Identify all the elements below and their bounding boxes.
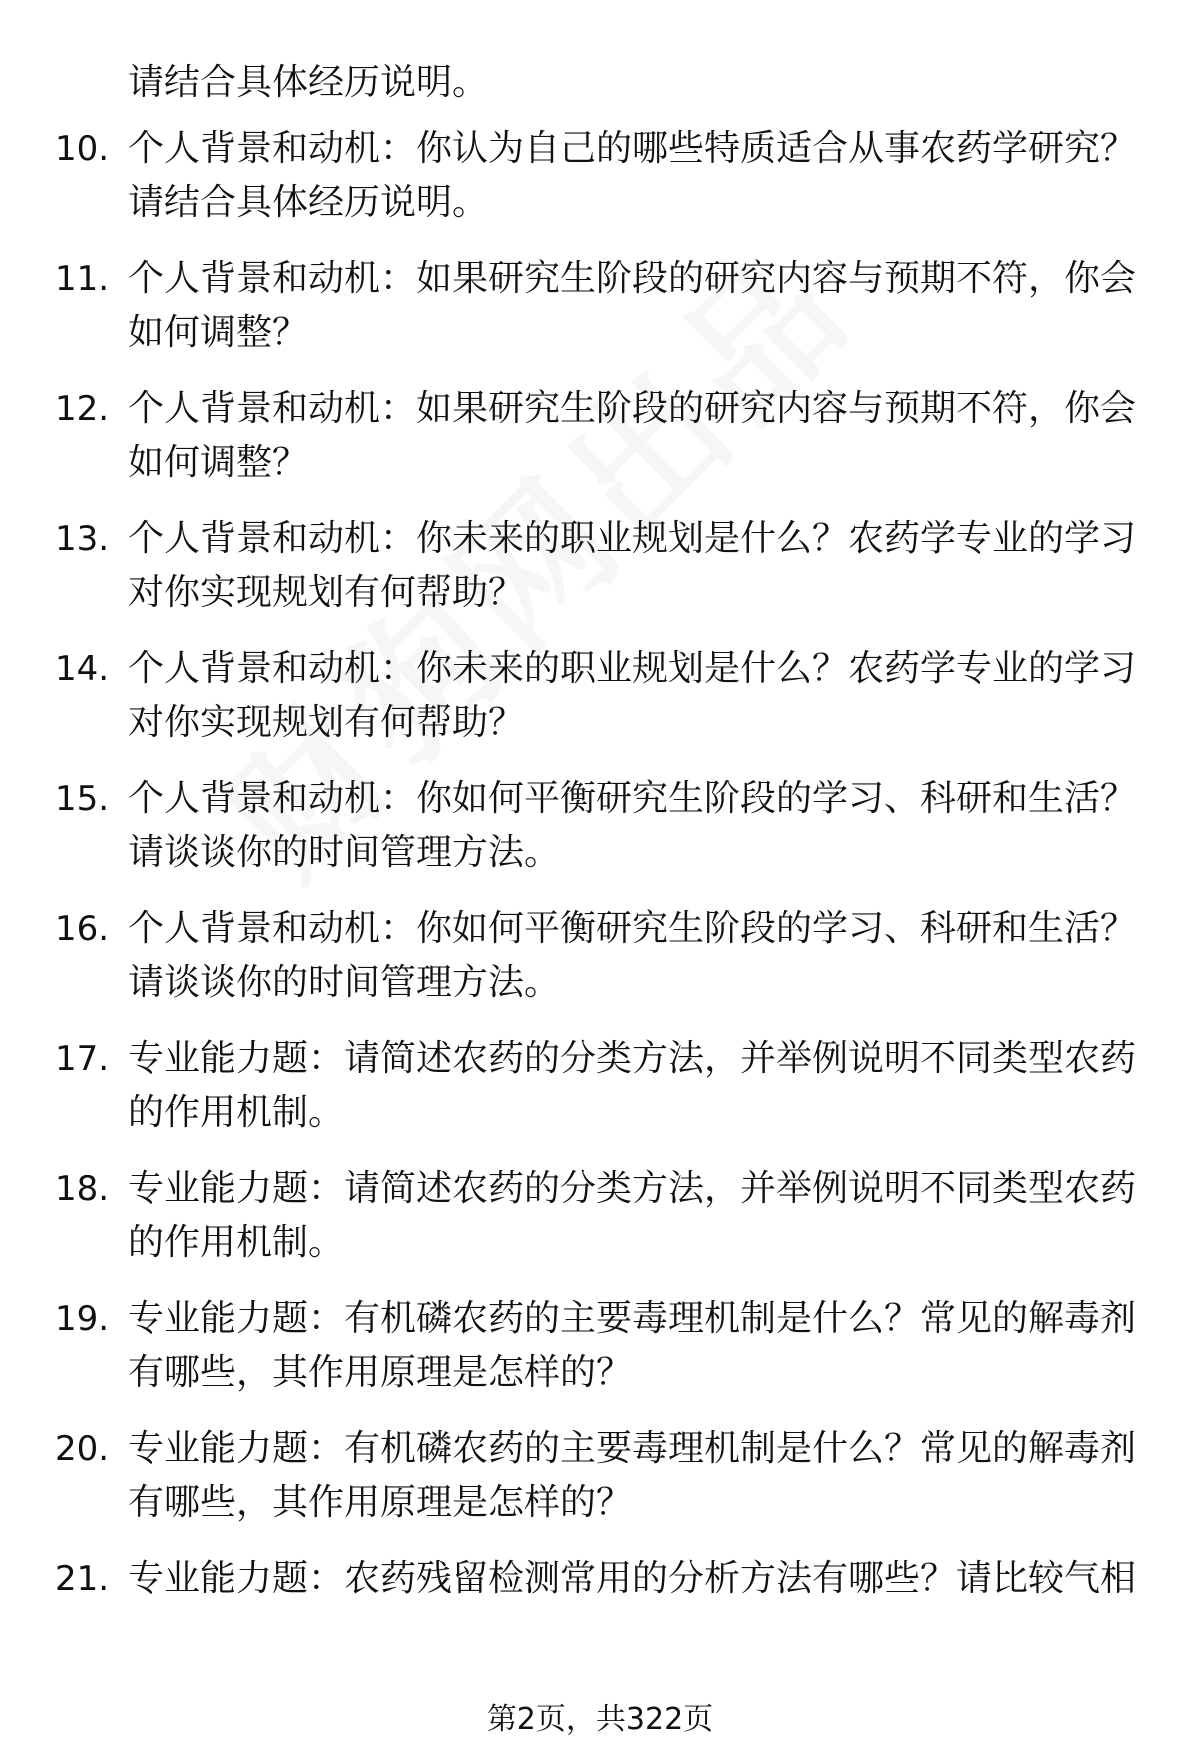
question-item [0, 122, 1200, 252]
question-text [128, 1422, 1138, 1530]
question-item [0, 1292, 1200, 1422]
question-list [0, 122, 1200, 1682]
question-text [128, 512, 1138, 620]
question-text [128, 902, 1138, 1010]
continuation-text: 请结合具体经历说明。 [128, 62, 489, 103]
question-item [0, 1552, 1200, 1682]
question-line: 个人背景和动机：你如何平衡研究生阶段的学习、科研和生活？ [128, 908, 1137, 949]
question-line: 个人背景和动机：你未来的职业规划是什么？农药学专业的学习 [128, 648, 1137, 689]
question-text [128, 1292, 1138, 1400]
question-number: 14. [55, 649, 110, 689]
question-line: 有哪些，其作用原理是怎样的？ [128, 1482, 633, 1523]
question-item [0, 642, 1200, 772]
question-line: 专业能力题：请简述农药的分类方法，并举例说明不同类型农药 [128, 1168, 1137, 1209]
question-line: 如何调整？ [128, 442, 309, 483]
question-line: 请谈谈你的时间管理方法。 [128, 832, 561, 873]
question-item [0, 902, 1200, 1032]
question-line: 个人背景和动机：你如何平衡研究生阶段的学习、科研和生活？ [128, 778, 1137, 819]
question-item [0, 772, 1200, 902]
question-number: 17. [55, 1039, 110, 1079]
question-line: 专业能力题：请简述农药的分类方法，并举例说明不同类型农药 [128, 1038, 1137, 1079]
question-line: 个人背景和动机：你认为自己的哪些特质适合从事农药学研究？ [128, 128, 1137, 169]
question-line: 专业能力题：有机磷农药的主要毒理机制是什么？常见的解毒剂 [128, 1428, 1137, 1469]
question-line: 的作用机制。 [128, 1222, 345, 1263]
question-line: 的作用机制。 [128, 1092, 345, 1133]
question-item [0, 512, 1200, 642]
page-footer: 第2页，共322页 [486, 1702, 714, 1737]
question-line: 请结合具体经历说明。 [128, 182, 489, 223]
question-line: 对你实现规划有何帮助？ [128, 572, 525, 613]
question-number: 13. [55, 519, 110, 559]
question-item [0, 1162, 1200, 1292]
question-number: 12. [55, 389, 110, 429]
question-number: 20. [55, 1429, 110, 1469]
question-line: 个人背景和动机：如果研究生阶段的研究内容与预期不符，你会 [128, 388, 1137, 429]
question-line: 专业能力题：有机磷农药的主要毒理机制是什么？常见的解毒剂 [128, 1298, 1137, 1339]
question-number: 15. [55, 779, 110, 819]
question-line: 有哪些，其作用原理是怎样的？ [128, 1352, 633, 1393]
question-text [128, 642, 1138, 750]
question-text [128, 252, 1138, 360]
question-line: 如何调整？ [128, 312, 309, 353]
question-item [0, 1032, 1200, 1162]
question-line: 对你实现规划有何帮助？ [128, 702, 525, 743]
question-item [0, 1422, 1200, 1552]
question-line: 个人背景和动机：如果研究生阶段的研究内容与预期不符，你会 [128, 258, 1137, 299]
question-number: 11. [55, 259, 110, 299]
question-line: 请谈谈你的时间管理方法。 [128, 962, 561, 1003]
question-number: 16. [55, 909, 110, 949]
question-item [0, 382, 1200, 512]
question-text [128, 772, 1138, 880]
question-text [128, 122, 1138, 230]
question-item [0, 252, 1200, 382]
question-text [128, 1162, 1138, 1270]
question-number: 10. [55, 129, 110, 169]
question-line: 专业能力题：农药残留检测常用的分析方法有哪些？请比较气相 [128, 1558, 1137, 1599]
question-number: 18. [55, 1169, 110, 1209]
question-number: 21. [55, 1559, 110, 1599]
question-line: 个人背景和动机：你未来的职业规划是什么？农药学专业的学习 [128, 518, 1137, 559]
question-text [128, 1032, 1138, 1140]
question-text [128, 382, 1138, 490]
question-number: 19. [55, 1299, 110, 1339]
question-text [128, 1552, 1138, 1606]
